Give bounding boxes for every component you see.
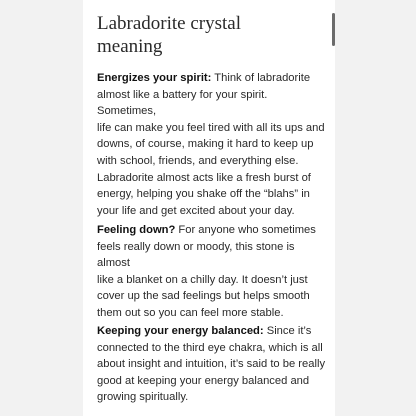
section-heading: Energizes your spirit:: [97, 72, 212, 84]
article-title: [97, 12, 329, 58]
section-heading: Feeling down?: [97, 224, 176, 236]
article-content: [83, 0, 335, 416]
section-body: Since it’s connected to the third eye chakra, which is all about insight and intuition, it’s said to be really good at keeping your energy balanced and growing spiritually.: [97, 325, 326, 404]
section-feeling-down: [97, 222, 329, 322]
section-heading: Keeping your energy balanced:: [97, 325, 264, 337]
left-margin: [0, 0, 83, 416]
section-body: Think of labradorite almost like a battery for your spirit. Sometimes, life can make you feel tired with all its ups and downs, of course, making it hard to keep up with school, friends, and everything else. Labradorite almost acts like a fresh burst of energy, helping you shake off the “blahs” in your life and get excited about your day.: [97, 72, 325, 217]
section-energizes-spirit: [97, 70, 329, 219]
section-body: For anyone who sometimes feels really down or moody, this stone is almost like a blanket on a chilly day. It doesn’t just cover up the sad feelings but helps smooth them out so you can feel more stable.: [97, 224, 316, 319]
right-margin: [335, 0, 416, 416]
scrollbar-thumb[interactable]: [332, 13, 335, 46]
section-energy-balanced: [97, 323, 329, 406]
article-title-text: Labradorite crystal meaning: [97, 13, 242, 57]
